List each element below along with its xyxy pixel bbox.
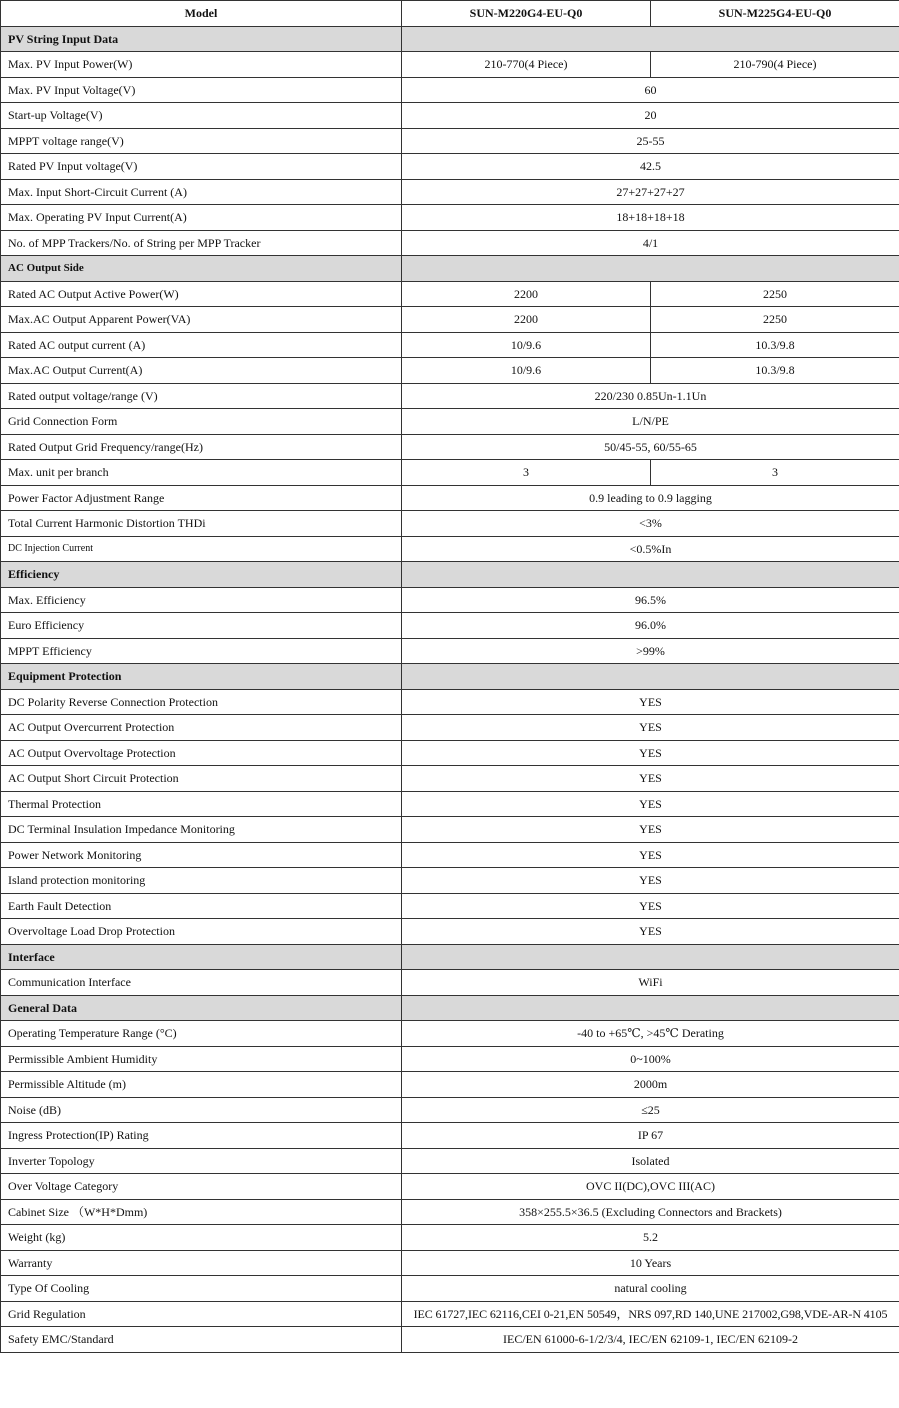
- row-label: Power Network Monitoring: [1, 842, 402, 868]
- row-value-shared: YES: [402, 868, 899, 894]
- row-label: AC Output Overcurrent Protection: [1, 715, 402, 741]
- table-row: [1, 230, 899, 256]
- table-row: [1, 103, 899, 129]
- section-header-row: [1, 26, 899, 52]
- table-row: [1, 281, 899, 307]
- row-value-shared: YES: [402, 791, 899, 817]
- row-value-shared: Isolated: [402, 1148, 899, 1174]
- table-row: [1, 205, 899, 231]
- row-value-model-a: 210-770(4 Piece): [402, 52, 651, 78]
- table-row: [1, 434, 899, 460]
- row-value-shared: 358×255.5×36.5 (Excluding Connectors and Brackets): [402, 1199, 899, 1225]
- row-value-shared: 10 Years: [402, 1250, 899, 1276]
- row-value-shared: 0.9 leading to 0.9 lagging: [402, 485, 899, 511]
- row-label: Grid Connection Form: [1, 409, 402, 435]
- row-label: Rated AC output current (A): [1, 332, 402, 358]
- section-title: General Data: [1, 995, 402, 1021]
- table-row: [1, 154, 899, 180]
- row-value-shared: YES: [402, 766, 899, 792]
- table-row: [1, 52, 899, 78]
- row-value-model-b: 3: [651, 460, 899, 486]
- table-row: [1, 77, 899, 103]
- table-row: [1, 536, 899, 562]
- row-label: Rated PV Input voltage(V): [1, 154, 402, 180]
- row-value-model-a: 3: [402, 460, 651, 486]
- row-label: Type Of Cooling: [1, 1276, 402, 1302]
- row-value-shared: -40 to +65℃, >45℃ Derating: [402, 1021, 899, 1047]
- table-row: [1, 638, 899, 664]
- section-title: Interface: [1, 944, 402, 970]
- row-value-model-a: 10/9.6: [402, 358, 651, 384]
- section-filler: [402, 256, 899, 282]
- row-value-shared: IEC/EN 61000-6-1/2/3/4, IEC/EN 62109-1, IEC/EN 62109-2: [402, 1327, 899, 1353]
- table-row: [1, 613, 899, 639]
- row-label: Max. PV Input Power(W): [1, 52, 402, 78]
- table-row: [1, 689, 899, 715]
- row-value-shared: 60: [402, 77, 899, 103]
- row-label: Power Factor Adjustment Range: [1, 485, 402, 511]
- table-row: [1, 1097, 899, 1123]
- table-row: [1, 740, 899, 766]
- row-value-shared: 2000m: [402, 1072, 899, 1098]
- section-header-row: [1, 664, 899, 690]
- table-row: [1, 1046, 899, 1072]
- table-row: [1, 409, 899, 435]
- row-label: AC Output Overvoltage Protection: [1, 740, 402, 766]
- table-row: [1, 817, 899, 843]
- row-label: Communication Interface: [1, 970, 402, 996]
- row-value-shared: OVC II(DC),OVC III(AC): [402, 1174, 899, 1200]
- row-label: Weight (kg): [1, 1225, 402, 1251]
- section-filler: [402, 664, 899, 690]
- table-row: [1, 1301, 899, 1327]
- table-row: [1, 128, 899, 154]
- row-label: Max. PV Input Voltage(V): [1, 77, 402, 103]
- row-label: DC Terminal Insulation Impedance Monitoring: [1, 817, 402, 843]
- row-value-shared: YES: [402, 740, 899, 766]
- row-value-shared: 4/1: [402, 230, 899, 256]
- table-row: [1, 1250, 899, 1276]
- table-row: [1, 1072, 899, 1098]
- row-value-shared: 50/45-55, 60/55-65: [402, 434, 899, 460]
- row-label: MPPT Efficiency: [1, 638, 402, 664]
- row-label: Permissible Ambient Humidity: [1, 1046, 402, 1072]
- row-label: DC Injection Current: [1, 536, 402, 562]
- section-header-row: [1, 562, 899, 588]
- row-label: Operating Temperature Range (°C): [1, 1021, 402, 1047]
- row-value-shared: YES: [402, 893, 899, 919]
- row-label: Total Current Harmonic Distortion THDi: [1, 511, 402, 537]
- section-title: PV String Input Data: [1, 26, 402, 52]
- row-label: Rated AC Output Active Power(W): [1, 281, 402, 307]
- row-value-shared: YES: [402, 842, 899, 868]
- table-row: [1, 842, 899, 868]
- row-label: Ingress Protection(IP) Rating: [1, 1123, 402, 1149]
- section-header-row: [1, 995, 899, 1021]
- row-label: Max. Operating PV Input Current(A): [1, 205, 402, 231]
- row-value-shared: 96.0%: [402, 613, 899, 639]
- table-row: [1, 1148, 899, 1174]
- row-value-shared: 27+27+27+27: [402, 179, 899, 205]
- row-label: Max.AC Output Current(A): [1, 358, 402, 384]
- table-row: [1, 868, 899, 894]
- table-row: [1, 332, 899, 358]
- row-label: Grid Regulation: [1, 1301, 402, 1327]
- table-row: [1, 383, 899, 409]
- row-value-model-b: 2250: [651, 307, 899, 333]
- row-label: Overvoltage Load Drop Protection: [1, 919, 402, 945]
- section-title: Equipment Protection: [1, 664, 402, 690]
- row-value-model-b: 2250: [651, 281, 899, 307]
- table-row: [1, 587, 899, 613]
- row-value-model-b: 10.3/9.8: [651, 358, 899, 384]
- row-value-shared: YES: [402, 919, 899, 945]
- row-label: Thermal Protection: [1, 791, 402, 817]
- row-label: Safety EMC/Standard: [1, 1327, 402, 1353]
- row-value-shared: <0.5%In: [402, 536, 899, 562]
- section-filler: [402, 944, 899, 970]
- table-row: [1, 1276, 899, 1302]
- spec-table-body: [1, 26, 899, 1352]
- row-value-shared: IP 67: [402, 1123, 899, 1149]
- row-value-shared: YES: [402, 817, 899, 843]
- row-value-shared: YES: [402, 715, 899, 741]
- section-header-row: [1, 944, 899, 970]
- table-row: [1, 1174, 899, 1200]
- table-row: [1, 460, 899, 486]
- row-label: Rated output voltage/range (V): [1, 383, 402, 409]
- table-row: [1, 1199, 899, 1225]
- row-label: Start-up Voltage(V): [1, 103, 402, 129]
- row-value-shared: YES: [402, 689, 899, 715]
- table-row: [1, 766, 899, 792]
- table-row: [1, 179, 899, 205]
- row-value-shared: 42.5: [402, 154, 899, 180]
- row-value-shared: 25-55: [402, 128, 899, 154]
- row-label: Permissible Altitude (m): [1, 1072, 402, 1098]
- table-row: [1, 511, 899, 537]
- row-value-shared: 20: [402, 103, 899, 129]
- row-value-shared: 0~100%: [402, 1046, 899, 1072]
- row-label: DC Polarity Reverse Connection Protection: [1, 689, 402, 715]
- row-value-shared: IEC 61727,IEC 62116,CEI 0-21,EN 50549，NRS 097,RD 140,UNE 217002,G98,VDE-AR-N 4105: [402, 1301, 899, 1327]
- row-value-shared: 5.2: [402, 1225, 899, 1251]
- row-value-shared: 96.5%: [402, 587, 899, 613]
- row-label: Earth Fault Detection: [1, 893, 402, 919]
- row-label: Inverter Topology: [1, 1148, 402, 1174]
- header-model-b: SUN-M225G4-EU-Q0: [651, 1, 899, 27]
- table-row: [1, 1225, 899, 1251]
- section-filler: [402, 995, 899, 1021]
- table-row: [1, 485, 899, 511]
- table-row: [1, 715, 899, 741]
- table-row: [1, 919, 899, 945]
- row-label: Over Voltage Category: [1, 1174, 402, 1200]
- table-row: [1, 1021, 899, 1047]
- row-value-shared: WiFi: [402, 970, 899, 996]
- row-value-model-a: 2200: [402, 307, 651, 333]
- row-label: Max. Efficiency: [1, 587, 402, 613]
- section-filler: [402, 562, 899, 588]
- row-value-model-b: 210-790(4 Piece): [651, 52, 899, 78]
- row-value-model-a: 10/9.6: [402, 332, 651, 358]
- row-label: MPPT voltage range(V): [1, 128, 402, 154]
- table-row: [1, 307, 899, 333]
- section-header-row: [1, 256, 899, 282]
- header-row: [1, 1, 899, 27]
- row-label: Island protection monitoring: [1, 868, 402, 894]
- row-label: Warranty: [1, 1250, 402, 1276]
- table-row: [1, 791, 899, 817]
- row-label: Noise (dB): [1, 1097, 402, 1123]
- header-model-a: SUN-M220G4-EU-Q0: [402, 1, 651, 27]
- section-filler: [402, 26, 899, 52]
- row-label: Euro Efficiency: [1, 613, 402, 639]
- row-value-model-b: 10.3/9.8: [651, 332, 899, 358]
- table-row: [1, 1327, 899, 1353]
- section-title: Efficiency: [1, 562, 402, 588]
- row-label: Max.AC Output Apparent Power(VA): [1, 307, 402, 333]
- row-value-shared: natural cooling: [402, 1276, 899, 1302]
- row-value-shared: 220/230 0.85Un-1.1Un: [402, 383, 899, 409]
- row-value-shared: ≤25: [402, 1097, 899, 1123]
- table-row: [1, 893, 899, 919]
- row-label: No. of MPP Trackers/No. of String per MPP Tracker: [1, 230, 402, 256]
- row-label: Cabinet Size （W*H*Dmm): [1, 1199, 402, 1225]
- table-row: [1, 358, 899, 384]
- table-row: [1, 970, 899, 996]
- section-title: AC Output Side: [1, 256, 402, 282]
- header-model-label: Model: [1, 1, 402, 27]
- row-value-model-a: 2200: [402, 281, 651, 307]
- row-value-shared: L/N/PE: [402, 409, 899, 435]
- row-label: Max. unit per branch: [1, 460, 402, 486]
- table-row: [1, 1123, 899, 1149]
- row-value-shared: <3%: [402, 511, 899, 537]
- row-label: AC Output Short Circuit Protection: [1, 766, 402, 792]
- row-value-shared: >99%: [402, 638, 899, 664]
- row-label: Rated Output Grid Frequency/range(Hz): [1, 434, 402, 460]
- row-label: Max. Input Short-Circuit Current (A): [1, 179, 402, 205]
- row-value-shared: 18+18+18+18: [402, 205, 899, 231]
